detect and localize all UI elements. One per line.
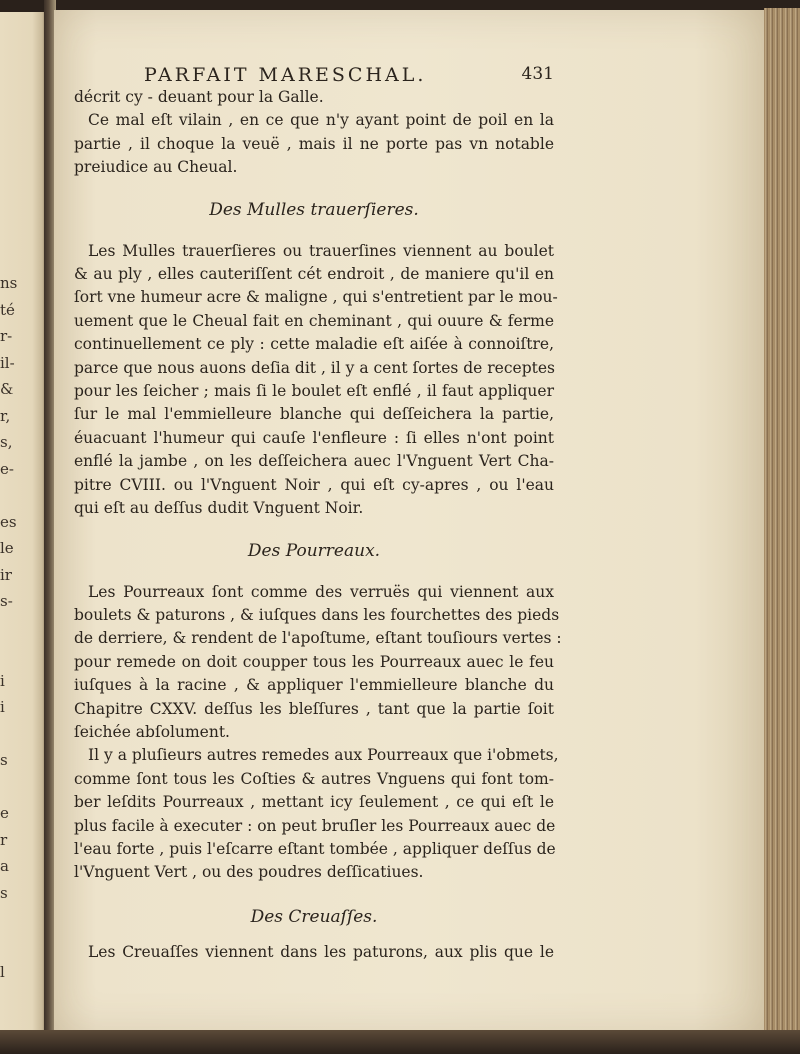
text-line: plus facile à executer : on peut bruſler les Pourreaux auec de xyxy=(74,816,556,835)
text-line: ſur le mal l'emmielleure blanche qui deſſeichera la partie, xyxy=(74,405,554,424)
text-line: Les Creuaſſes viennent dans les paturons, aux plis que le xyxy=(88,942,554,961)
page-number: 431 xyxy=(521,64,554,84)
facing-page-fragment: i xyxy=(0,698,5,716)
intro-paragraph xyxy=(74,86,554,180)
facing-page-fragment: r- xyxy=(0,327,13,345)
facing-page-fragment: a xyxy=(0,857,9,875)
text-line: l'Vnguent Vert , ou des poudres deſſicatiues. xyxy=(74,863,424,882)
text-line: Les Pourreaux ſont comme des verruës qui viennent aux xyxy=(88,582,554,601)
facing-page-fragment: il- xyxy=(0,353,15,372)
text-line: décrit cy - deuant pour la Galle. xyxy=(74,88,324,106)
text-line: ber leſdits Pourreaux , mettant icy ſeulement , ce qui eſt le xyxy=(74,793,554,812)
facing-page-fragment: & xyxy=(0,380,14,398)
facing-page-fragment: s xyxy=(0,883,8,902)
facing-page-fragment: e xyxy=(0,804,9,822)
facing-page-fragment: s- xyxy=(0,592,13,610)
facing-page-edge xyxy=(0,12,46,1030)
facing-page-fragment: r, xyxy=(0,406,11,425)
text-line: Les Mulles trauerſieres ou trauerſines viennent au boulet xyxy=(88,241,554,260)
text-line: pour remede on doit coupper tous les Pourreaux auec le feu xyxy=(74,652,554,671)
text-line: Ce mal eſt vilain , en ce que n'y ayant point de poil en la xyxy=(88,111,554,130)
facing-page-fragment: es xyxy=(0,512,17,531)
text-line: preiudice au Cheual. xyxy=(74,158,238,177)
text-line: Il y a pluſieurs autres remedes aux Pourreaux que i'obmets, xyxy=(88,746,559,765)
paragraph-remedes xyxy=(74,744,559,884)
running-head xyxy=(74,58,554,86)
page-edges xyxy=(764,8,800,1042)
text-line: ſeichée abſolument. xyxy=(74,722,230,741)
text-line: l'eau forte , puis l'eſcarre eſtant tombée , appliquer deſſus de xyxy=(74,839,556,858)
section-heading: Des Mulles trauerſieres. xyxy=(209,199,419,220)
text-line: Chapitre CXXV. deſſus les bleſſures , tant que la partie ſoit xyxy=(74,699,554,718)
text-line: pour les ſeicher ; mais ſi le boulet eſt enflé , il faut appliquer xyxy=(74,382,554,401)
facing-page-fragment: ns xyxy=(0,274,18,292)
text-line: parce que nous auons deſia dit , il y a cent ſortes de receptes xyxy=(74,358,555,377)
paragraph-mulles xyxy=(74,240,558,521)
facing-page-fragment: l xyxy=(0,963,5,981)
book-binding-bottom xyxy=(0,1030,800,1054)
text-line: continuellement ce ply : cette maladie eſt aiſée à connoiſtre, xyxy=(74,335,554,354)
facing-page-fragment: e- xyxy=(0,459,14,478)
text-line: de derriere, & rendent de l'apoſtume, eſtant touſiours vertes : xyxy=(74,629,562,648)
section-heading: Des Pourreaux. xyxy=(247,540,381,561)
text-line: ſort vne humeur acre & maligne , qui s'entretient par le mou- xyxy=(74,288,558,307)
paragraph-pourreaux xyxy=(74,581,562,745)
text-line: qui eſt au deſſus dudit Vnguent Noir. xyxy=(74,499,364,518)
text-line: partie , il choque la veuë , mais il ne porte pas vn notable xyxy=(74,134,554,153)
facing-page-fragment: té xyxy=(0,300,15,319)
facing-page-fragment: s xyxy=(0,751,8,769)
facing-page-fragment: r xyxy=(0,830,8,849)
section-heading: Des Creuaſſes. xyxy=(250,906,378,927)
text-line: iuſques à la racine , & appliquer l'emmielleure blanche du xyxy=(74,676,554,695)
facing-page-fragment: s, xyxy=(0,433,13,451)
text-line: éuacuant l'humeur qui cauſe l'enfleure : ſi elles n'ont point xyxy=(74,428,554,447)
running-head-title: PARFAIT MARESCHAL. xyxy=(144,64,427,86)
facing-page-fragment: le xyxy=(0,539,14,557)
text-line: uement que le Cheual fait en cheminant , qui ouure & ferme xyxy=(74,311,554,330)
text-line: comme ſont tous les Coſties & autres Vnguens qui font tom- xyxy=(74,769,554,788)
facing-page-fragment: ir xyxy=(0,565,12,584)
text-line: enflé la jambe , on les deſſeichera auec l'Vnguent Vert Cha- xyxy=(74,452,554,471)
facing-page-fragment: i xyxy=(0,671,5,690)
text-line: pitre CVIII. ou l'Vnguent Noir , qui eſt cy-apres , ou l'eau xyxy=(74,475,554,494)
text-line: & au ply , elles cauteriſſent cét endroit , de maniere qu'il en xyxy=(74,265,554,284)
page-text xyxy=(74,58,562,964)
text-line: boulets & paturons , & iuſques dans les fourchettes des pieds xyxy=(74,605,560,624)
